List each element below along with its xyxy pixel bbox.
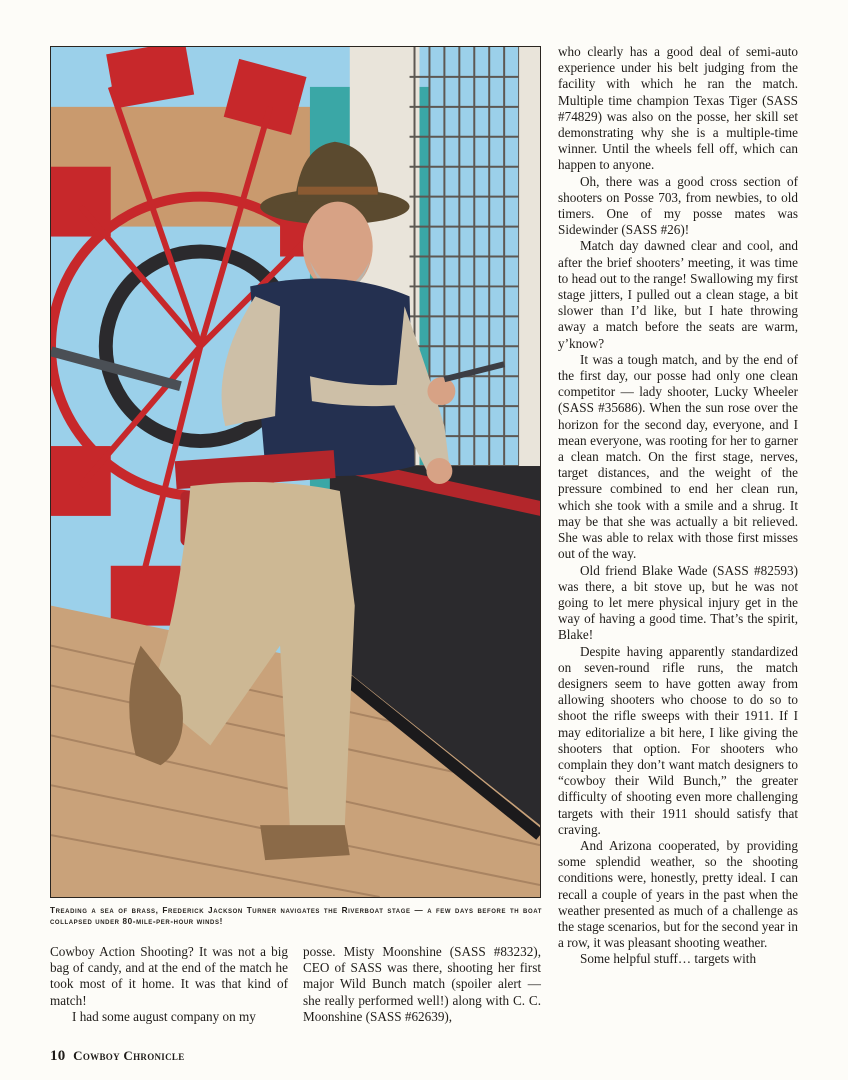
paragraph: who clearly has a good deal of semi-auto experience under his belt judging from the facility with which he ran the match. Multiple time champion Texas Tiger (SASS #74829) was also on the posse, her skill set demonstrating why she is a multiple-time winner. Until the wheels fell off, which can happen to anyone. (558, 44, 798, 173)
paragraph: Old friend Blake Wade (SASS #82593) was there, a bit stove up, but he was not going to let mere physical injury get in the way of having a good time. That’s the spirit, Blake! (558, 562, 798, 643)
paragraph: Oh, there was a good cross section of shooters on Posse 703, from newbies, to old timers. One of my posse mates was Sidewinder (SASS #26)! (558, 173, 798, 238)
publication-name: Cowboy Chronicle (73, 1048, 185, 1063)
paragraph: Match day dawned clear and cool, and after the brief shooters’ meeting, it was time to head out to the range! Swallowing my first stage jitters, I pulled out a clean stage, a bit slower than I’d like, but I hate throwing away a match before the seats are warm, y’know? (558, 238, 798, 351)
paragraph: posse. Misty Moonshine (SASS #83232), CEO of SASS was there, shooting her first major Wild Bunch match (spoiler alert — she really performed well!) along with C. C. Moonshine (SASS #62639), (303, 944, 541, 1024)
paragraph: It was a tough match, and by the end of the first day, our posse had only one clean competitor — lady shooter, Lucky Wheeler (SASS #35686). When the sun rose over the horizon for the second day, everyone, and I mean everyone, was rooting for her to garner a clean match. On the first stage, nerves, target distances, and the weight of the pressure combined to end her clean run, which she took with a smile and a shrug. It may be that she was actually a bit relieved. She was able to relax with those first misses out of the way. (558, 351, 798, 562)
photo-caption: Treading a sea of brass, Frederick Jackson Turner navigates the Riverboat stage — a few days before th boat collapsed under 80-mile-per-hour winds! (50, 906, 542, 926)
article-column-bottom-left (50, 944, 288, 1025)
paragraph: I had some august company on my (72, 1008, 256, 1024)
paragraph: Despite having apparently standardized on seven-round rifle runs, the match designers seem to have gotten away from allowing shooters who choose to do so to shoot the rifle sweeps with their 1911. If I may editorialize a bit here, I like giving the shooters that option. For shooters who complain they don’t want match designers to “cowboy their Wild Bunch,” the greater difficulty of shooting even more challenging targets with their 1911 should satisfy that craving. (558, 643, 798, 837)
page-footer (50, 1048, 185, 1065)
photo-illustration (51, 47, 540, 897)
article-photo (50, 46, 541, 898)
paragraph: Some helpful stuff… targets with (580, 951, 757, 967)
article-column-bottom-middle (303, 944, 541, 1025)
article-column-right (558, 44, 798, 968)
page-number: 10 (50, 1048, 66, 1064)
paragraph: Cowboy Action Shooting? It was not a big bag of candy, and at the end of the match he took most of it home. It was that kind of match! (50, 944, 288, 1008)
paragraph: And Arizona cooperated, by providing some splendid weather, so the shooting conditions were, honestly, pretty ideal. I can recall a couple of years in the past when the weather presented as much of a challenge as the stage scenarios, but for the second year in a row, it was pleasant shooting weather. (558, 837, 798, 951)
